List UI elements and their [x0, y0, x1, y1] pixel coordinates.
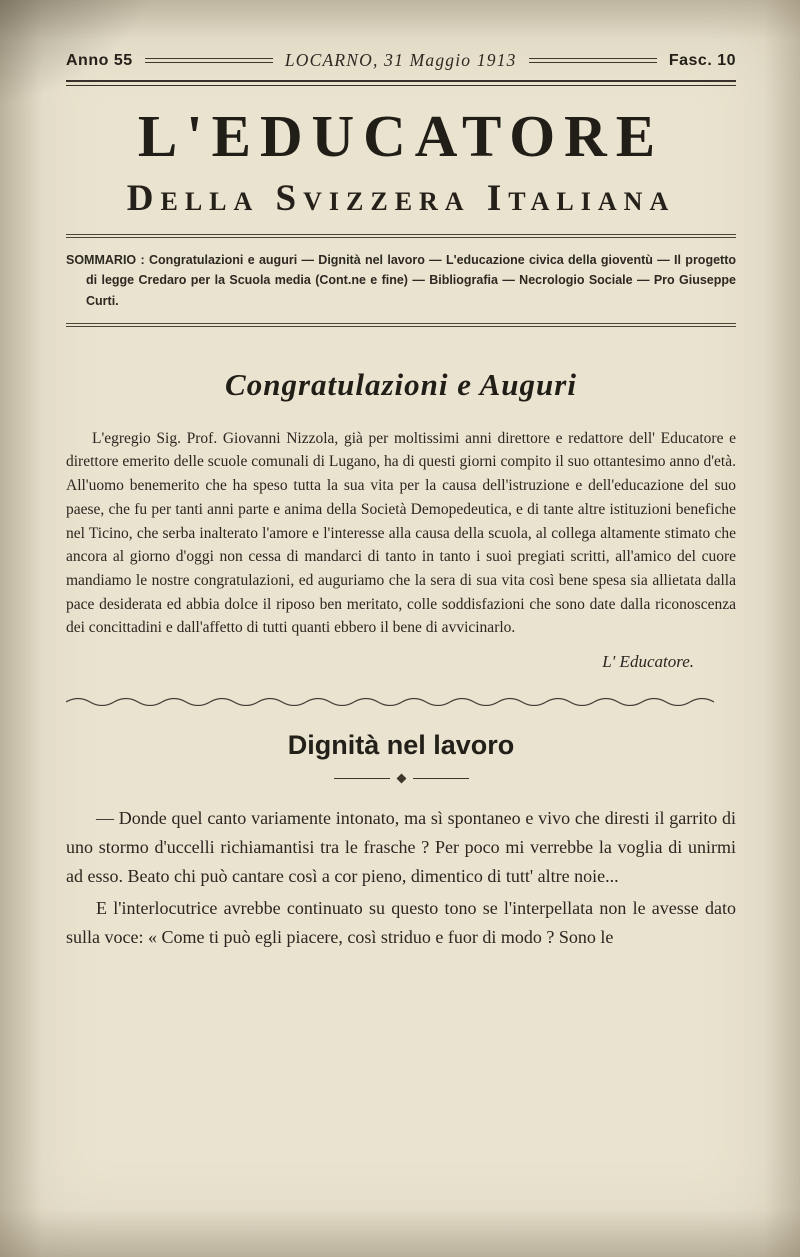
- issue-year: Anno 55: [66, 51, 133, 69]
- article2-paragraph-1: — Donde quel canto variamente intonato, ma sì spontaneo e vivo che diresti il garrito di uno stormo d'uccelli richiamantisi tra le frasche ? Per poco mi verrebbe la voglia di unirmi ad esso. Beato chi può cantare così a cor pieno, dimentico di tutt' altre noie...: [66, 808, 736, 887]
- masthead-title: L'EDUCATORE: [137, 103, 665, 169]
- place-dateline: LOCARNO, 31 Maggio 1913: [284, 50, 517, 70]
- journal-header: [66, 50, 736, 71]
- wavy-divider-line: [66, 696, 738, 706]
- sommario: [66, 250, 736, 311]
- header-double-rule: [66, 80, 736, 86]
- article1-paragraph: L'egregio Sig. Prof. Giovanni Nizzola, già per moltissimi anni direttore e redattore dell' Educatore e direttore emerito delle scuole comunali di Lugano, ha di questi giorni compito il suo ottantesimo anno d'età. All'uomo benemerito che ha speso tutta la sua vita per la causa dell'istruzione e dell'educazione del suo paese, che fu per tanti anni parte e anima della Società Demopedeutica, e di tante altre istituzioni benefiche nel Ticino, che serba inalterato l'amore e l'interesse alla causa della scuola, al collega altamente stimato che ancora al giorno d'oggi non cessa di mandarci di tanto in tanto i suoi pregiati scritti, all'amico del cuore mandiamo le nostre congratulazioni, ed auguriamo che la sera di sua vita così bene spesa sia allietata dalla pace desiderata ed abbia dolce il riposo ben meritato, colle soddisfazioni che sono date dalla riconoscenza dei concittadini e dall'affetto di tutti quanti ebbero il bene di avvicinarlo.: [66, 429, 736, 637]
- diamond-ornament-icon: [396, 774, 406, 784]
- sommario-label: SOMMARIO :: [66, 253, 145, 267]
- article2-title: Dignità nel lavoro: [287, 730, 515, 761]
- header-rule-right: [529, 58, 657, 63]
- sommario-text: Congratulazioni e auguri — Dignità nel lavoro — L'educazione civica della gioventù — Il progetto di legge Credaro per la Scuola media (Cont.ne e fine) — Bibliografia — Necrologio Sociale — Pro Giuseppe Curti.: [86, 253, 736, 308]
- ornament-divider: [66, 775, 736, 782]
- rule-under-sommario: [66, 323, 736, 327]
- article1-title: Congratulazioni e Auguri: [225, 366, 577, 402]
- article2-body: [66, 804, 736, 952]
- issue-number: Fasc. 10: [668, 51, 736, 69]
- ornament-line-right: [413, 778, 469, 779]
- ornament-line-left: [334, 778, 390, 779]
- article2-paragraph-2: E l'interlocutrice avrebbe continuato su questo tono se l'interpellata non le avesse dato sulla voce: « Come ti può egli piacere, così striduo e fuor di modo ? Sono le: [66, 897, 736, 947]
- masthead-subtitle: Della Svizzera Italiana: [126, 178, 676, 219]
- wavy-divider: [66, 696, 736, 706]
- header-rule-left: [145, 58, 273, 63]
- rule-under-masthead: [66, 234, 736, 238]
- article1-signature: L' Educatore.: [602, 652, 694, 672]
